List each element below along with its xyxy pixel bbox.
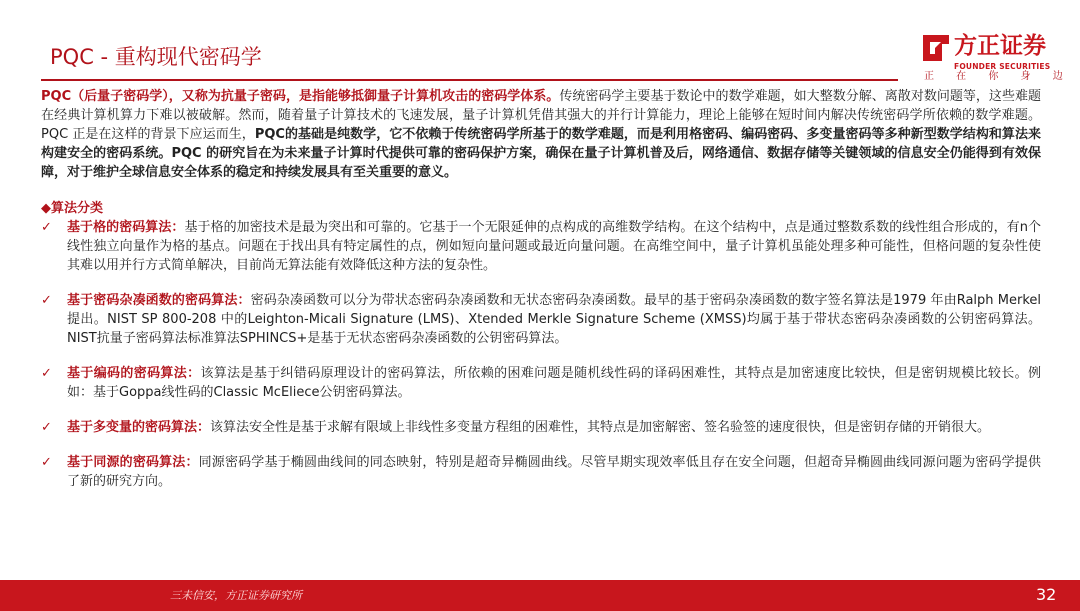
footer-bar	[0, 580, 1080, 611]
algorithm-description: 密码杂凑函数可以分为带状态密码杂凑函数和无状态密码杂凑函数。最早的基于密码杂凑函数的数字签名算法是1979 年由Ralph Merkel 提出。NIST SP 800-208 中的Leighton-Micali Signature (LMS)、Xtended Merkle Signature Scheme (XMSS)均属于基于带状态密码杂凑函数的公钥密码算法。NIST抗量子密码算法标准算法SPHINCS+是基于无状态密码杂凑函数的公钥密码算法。	[67, 293, 1041, 346]
algorithm-item-lattice	[41, 218, 1041, 275]
algorithm-description: 该算法安全性是基于求解有限域上非线性多变量方程组的困难性，其特点是加密解密、签名验签的速度很快，但是密钥存储的开销很大。	[210, 420, 991, 435]
algorithm-name: 基于密码杂凑函数的密码算法：	[67, 293, 251, 308]
intro-text: 传统密码学主要基于数论中的数学难题，如大整数分解、离散对数问题等，这些难题在经典计算机算力下难以被破解。然而，随着量子计算技术的飞速发展，量子计算机凭借其强大的并行计算能力，理论上能够在短时间内解决传统密码学所依赖的数学难题。PQC 正是在这样的背景下应运而生，	[41, 89, 1041, 142]
main-content	[41, 87, 1041, 491]
algorithm-item-code	[41, 364, 1041, 402]
brand-slogan: 正 在 你 身 边	[924, 71, 1073, 82]
algorithm-item-multivariate	[41, 418, 1041, 437]
algorithm-item-hash	[41, 291, 1041, 348]
footer-source: 三未信安，方正证券研究所	[170, 589, 302, 602]
intro-lead: PQC（后量子密码学），又称为抗量子密码，是指能够抵御量子计算机攻击的密码学体系。	[41, 89, 560, 104]
brand-name-cn: 方正证券	[954, 33, 1046, 59]
page-number: 32	[1036, 585, 1057, 604]
checkmark-icon: ✓	[41, 220, 52, 235]
page-title: PQC - 重构现代密码学	[50, 45, 262, 69]
algorithm-description: 基于格的加密技术是最为突出和可靠的。它基于一个无限延伸的点构成的高维数学结构。在这个结构中，点是通过整数系数的线性组合形成的，有n个线性独立向量作为格的基点。问题在于找出具有特定属性的点，例如短向量问题或最近向量问题。在高维空间中，量子计算机虽能处理多种可能性，但格问题的复杂性使其难以用并行方式简单解决，目前尚无算法能有效降低这种方法的复杂性。	[67, 220, 1041, 273]
brand-name-en: FOUNDER SECURITIES	[954, 62, 1051, 71]
founder-logo-mark-icon	[921, 33, 951, 63]
algorithm-item-isogeny	[41, 453, 1041, 491]
section-heading: ◆算法分类	[41, 201, 103, 216]
checkmark-icon: ✓	[41, 420, 52, 435]
algorithm-name: 基于多变量的密码算法：	[67, 420, 211, 435]
intro-emphasis: PQC的基础是纯数学，它不依赖于传统密码学所基于的数学难题，而是利用格密码、编码密码、多变量密码等多种新型数学结构和算法来构建安全的密码系统。PQC 的研究旨在为未来量子计算时代提供可靠的密码保护方案，确保在量子计算机普及后，网络通信、数据存储等关键领域的信息安全仍能得到有效保障，对于维护全球信息安全体系的稳定和持续发展具有至关重要的意义。	[41, 127, 1041, 180]
algorithm-description: 该算法是基于纠错码原理设计的密码算法，所依赖的困难问题是随机线性码的译码困难性，其特点是加密速度比较快，但是密钥规模比较长。例如：基于Goppa线性码的Classic McEliece公钥密码算法。	[67, 366, 1041, 400]
algorithm-name: 基于格的密码算法：	[67, 220, 185, 235]
header-divider	[41, 79, 898, 81]
algorithm-name: 基于编码的密码算法：	[67, 366, 201, 381]
algorithm-name: 基于同源的密码算法：	[67, 455, 199, 470]
checkmark-icon: ✓	[41, 455, 52, 470]
checkmark-icon: ✓	[41, 293, 52, 308]
checkmark-icon: ✓	[41, 366, 52, 381]
intro-paragraph	[41, 87, 1041, 182]
algorithm-description: 同源密码学基于椭圆曲线间的同态映射，特别是超奇异椭圆曲线。尽管早期实现效率低且存在安全问题，但超奇异椭圆曲线同源问题为密码学提供了新的研究方向。	[67, 455, 1041, 489]
